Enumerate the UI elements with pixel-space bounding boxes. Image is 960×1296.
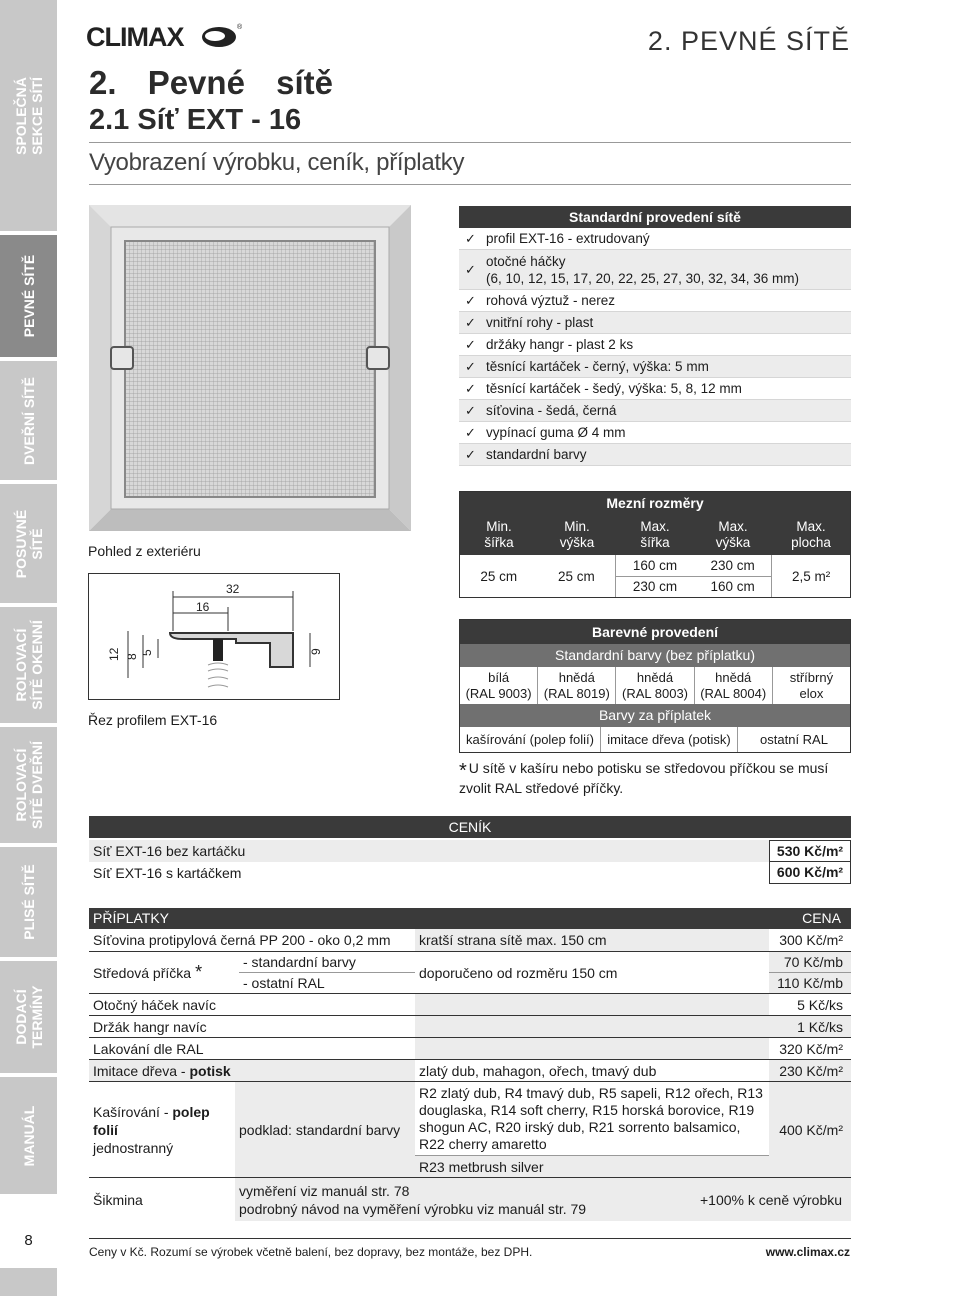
row-bar-label: Středová příčka * (89, 951, 239, 993)
row-mesh-price: 300 Kč/m² (779, 932, 843, 948)
check-icon: ✓ (465, 446, 476, 462)
screen-frame-illustration (89, 205, 411, 531)
feature-row: ✓ standardní barvy (459, 444, 851, 466)
price-label: Síť EXT-16 bez kartáčku (93, 843, 246, 859)
feature-row: ✓ profil EXT-16 - extrudovaný (459, 228, 851, 250)
feature-row: ✓ rohová výztuž - nerez (459, 290, 851, 312)
dimension-8: 8 (125, 653, 139, 660)
table-header: Standardní provedení sítě (459, 206, 851, 228)
color-brown-8003: hnědá (RAL 8003) (615, 667, 693, 704)
section-sidebar (0, 0, 57, 1296)
tab-pleated-screens[interactable]: PLISÉ SÍTĚ (0, 847, 57, 957)
profile-caption: Řez profilem EXT-16 (88, 712, 218, 728)
check-icon: ✓ (465, 292, 476, 308)
standard-features-table (459, 206, 851, 466)
page-title: 2. Pevné sítě (89, 64, 333, 101)
color-foil: kašírování (polep folií) (466, 732, 594, 747)
section-heading: Vyobrazení výrobku, ceník, příplatky (89, 149, 465, 176)
footer-note: Ceny v Kč. Rozumí se výrobek včetně balení, bez dopravy, bez montáže, bez DPH. (89, 1245, 533, 1259)
row-bar-other-price: 110 Kč/mb (769, 972, 851, 993)
surcharges-header: PŘÍPLATKY CENA (89, 908, 851, 929)
price-value: 530 Kč/m² (769, 840, 851, 862)
row-lacquer-price: 320 Kč/m² (769, 1037, 851, 1059)
color-wood-print: imitace dřeva (potisk) (600, 727, 737, 752)
row-bar-std: - standardní barvy (239, 951, 415, 972)
logo-wordmark: CLIMAX (86, 22, 184, 52)
price-label: Síť EXT-16 s kartáčkem (93, 865, 242, 881)
exterior-caption: Pohled z exteriéru (88, 543, 201, 559)
col-max-area: Max. plocha (791, 519, 831, 550)
surcharges-table (89, 908, 851, 1239)
footer-website-link[interactable]: www.climax.cz (765, 1245, 850, 1259)
dimension-16: 16 (196, 600, 210, 614)
color-options-table (459, 619, 851, 753)
col-max-width: Max. šířka (640, 519, 670, 550)
svg-text:®: ® (237, 24, 242, 31)
hanger-clip-right (367, 347, 389, 369)
tab-manual[interactable]: MANUÁL (0, 1077, 57, 1194)
feature-row: ✓ těsnící kartáček - šedý, výška: 5, 8, 12 mm (459, 378, 851, 400)
footnote-star: * (459, 760, 467, 782)
tab-door-screens[interactable]: DVEŘNÍ SÍTĚ (0, 361, 57, 480)
row-foil-price: 400 Kč/m² (769, 1081, 851, 1177)
footnote-text: U sítě v kašíru nebo potisku se středovou příčkou se musí zvolit RAL středové příčky. (459, 760, 829, 796)
climax-logo-mark (86, 22, 242, 52)
row-wood-price: 230 Kč/m² (769, 1059, 851, 1081)
product-title: 2.1 Síť EXT - 16 (89, 104, 302, 136)
price-row (89, 862, 851, 884)
divider (89, 184, 851, 185)
row-holder-price: 1 Kč/ks (769, 1015, 851, 1037)
row-slant-note: vyměření viz manuál str. 78 podrobný návod na vyměření výrobku viz manuál str. 79 (235, 1177, 691, 1221)
feature-row: ✓ otočné háčky (6, 10, 12, 15, 17, 20, 22, 25, 27, 30, 32, 34, 36 mm) (459, 250, 851, 290)
profile-drawing-svg (88, 573, 340, 700)
dimension-5: 5 (140, 649, 154, 656)
check-icon: ✓ (465, 380, 476, 396)
cell-max-area: 2,5 m² (792, 568, 831, 584)
tab-roller-door[interactable]: ROLOVACÍ SÍTĚ DVEŘNÍ (0, 727, 57, 843)
tab-fixed-screens[interactable]: PEVNÉ SÍTĚ (0, 235, 57, 357)
limit-dimensions-table (459, 491, 851, 598)
price-value: 600 Kč/m² (769, 862, 851, 884)
tab-sliding-screens[interactable]: POSUVNÉ SÍTĚ (0, 484, 57, 603)
row-lacquer-label: Lakování dle RAL (89, 1037, 415, 1059)
cell-max-width: 160 cm 230 cm (615, 555, 694, 597)
row-hook-label: Otočný háček navíc (89, 993, 415, 1015)
feature-row: ✓ vypínací guma Ø 4 mm (459, 422, 851, 444)
col-min-height: Min. výška (559, 519, 595, 550)
standard-colors-row (460, 667, 850, 704)
table-header: Barevné provedení (460, 620, 850, 644)
tab-roller-window[interactable]: ROLOVACÍ SÍTĚ OKENNÍ (0, 607, 57, 723)
row-bar-std-price: 70 Kč/mb (769, 951, 851, 972)
color-silver-elox: stříbrný elox (772, 667, 850, 704)
feature-row: ✓ držáky hangr - plast 2 ks (459, 334, 851, 356)
color-brown-8004: hnědá (RAL 8004) (694, 667, 772, 704)
row-foil-label: Kašírování - polep folií jednostranný (89, 1081, 235, 1177)
row-mesh-label: Síťovina protipylová černá PP 200 - oko 0,2 mm (93, 932, 391, 948)
tab-common-section[interactable]: SPOLEČNÁ SEKCE SÍTÍ (0, 0, 57, 231)
row-foil-list: R2 zlatý dub, R4 tmavý dub, R5 sapeli, R12 ořech, R13 douglaska, R14 soft cherry, R15 horská borovice, R19 shogun AC, R20 irský dub, R21 sorrento balsamico, R22 cherry amaretto (415, 1081, 769, 1155)
row-bar-other: - ostatní RAL (239, 972, 415, 993)
footnote (459, 760, 854, 797)
section-label: 2. PEVNÉ SÍTĚ (647, 26, 850, 56)
row-wood-note: zlatý dub, mahagon, ořech, tmavý dub (415, 1059, 769, 1081)
check-icon: ✓ (465, 230, 476, 246)
table-row (460, 555, 850, 597)
dimension-32: 32 (226, 582, 240, 596)
color-white: bílá (RAL 9003) (465, 669, 532, 701)
climax-logo (86, 22, 242, 52)
brush-seal (213, 639, 223, 661)
cell-max-height: 230 cm 160 cm (694, 555, 773, 597)
profile-cross-section (88, 573, 340, 700)
color-brown-8019: hnědá (RAL 8019) (537, 667, 615, 704)
surcharge-colors-heading: Barvy za příplatek (460, 704, 850, 727)
surcharges-body (89, 929, 851, 1239)
hanger-clip-left (111, 347, 133, 369)
check-icon: ✓ (465, 358, 476, 374)
check-icon: ✓ (465, 336, 476, 352)
row-foil-list2: R23 metbrush silver (415, 1155, 769, 1177)
product-photo (89, 205, 411, 531)
check-icon: ✓ (465, 424, 476, 440)
price-list-header: CENÍK (89, 816, 851, 838)
feature-row: ✓ síťovina - šedá, černá (459, 400, 851, 422)
check-icon: ✓ (465, 314, 476, 330)
row-mesh-note: kratší strana sítě max. 150 cm (415, 929, 769, 951)
row-hook-price: 5 Kč/ks (769, 993, 851, 1015)
feature-row: ✓ vnitřní rohy - plast (459, 312, 851, 334)
price-row (89, 840, 851, 862)
cell-min-width: 25 cm (480, 568, 518, 584)
check-icon: ✓ (465, 402, 476, 418)
standard-colors-heading: Standardní barvy (bez příplatku) (460, 644, 850, 667)
row-slant-price: +100% k ceně výrobku (691, 1177, 851, 1221)
color-other-ral: ostatní RAL (737, 727, 850, 752)
dimension-9: 9 (309, 648, 323, 655)
col-max-height: Max. výška (715, 519, 751, 550)
dimension-12: 12 (107, 647, 121, 661)
row-holder-label: Držák hangr navíc (89, 1015, 415, 1037)
page-number: 8 (24, 1232, 33, 1249)
row-slant-label: Šikmina (89, 1177, 235, 1221)
table-header-row (460, 514, 850, 555)
check-icon: ✓ (465, 261, 476, 277)
row-foil-base: podklad: standardní barvy (235, 1081, 415, 1177)
sidebar-footer-block (0, 1268, 57, 1296)
tab-delivery-terms[interactable]: DODACÍ TERMÍNY (0, 961, 57, 1073)
row-wood-label: Imitace dřeva - potisk (89, 1059, 415, 1081)
table-header: Mezní rozměry (460, 492, 850, 514)
divider (89, 142, 851, 143)
cell-min-height: 25 cm (558, 568, 595, 584)
footer-divider (89, 1238, 851, 1239)
surcharge-colors-row (460, 727, 850, 752)
feature-row: ✓ těsnící kartáček - černý, výška: 5 mm (459, 356, 851, 378)
col-min-width: Min. šířka (484, 519, 514, 550)
row-bar-note: doporučeno od rozměru 150 cm (415, 951, 769, 993)
